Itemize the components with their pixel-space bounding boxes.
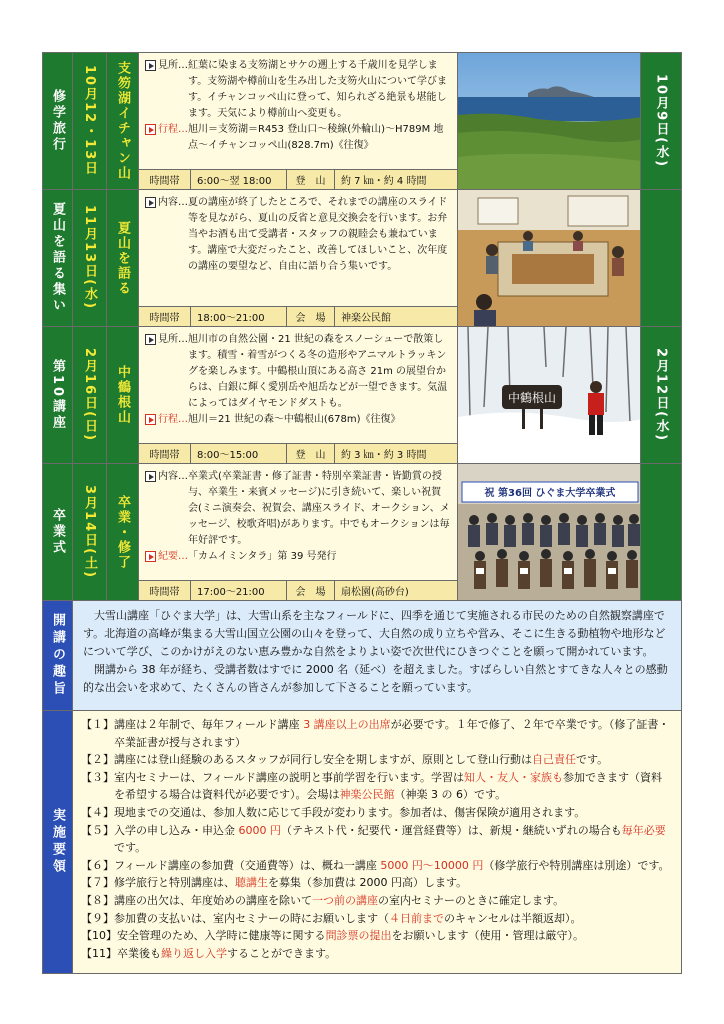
rule-text-run: 参加費の支払いは、室内セミナーの時にお願いします（ — [114, 911, 389, 925]
entry-label: 内容… — [158, 471, 188, 482]
play-icon — [145, 197, 156, 208]
time-label: 時間帯 — [139, 170, 191, 189]
rule-text-run: 卒業後も — [117, 946, 161, 960]
rule-text-run: （修学旅行や特別講座は別途）です。 — [483, 858, 670, 872]
summary-paragraph: 開講から 38 年が経ち、受講者数はすでに 2000 名（延べ）を超えました。すばらしい自然とすてきな人々との感動的な出会いを求めて、たくさんの皆さんが参加して下さることを願っています。 — [83, 663, 668, 694]
event-info — [139, 53, 457, 169]
rule-text-run: 現地までの交通は、参加人数に応じて手段が変わります。参加者は、傷害保険が適用されます。 — [114, 805, 586, 819]
rule-emphasis: 一つ前の講座 — [312, 893, 378, 907]
event-info — [139, 190, 457, 306]
event-meta — [139, 306, 457, 326]
rule-text — [117, 945, 673, 963]
rule-text-run: を募集（参加費は 2000 円高）します。 — [268, 876, 468, 890]
rule-item — [81, 892, 673, 910]
rule-text — [114, 716, 673, 751]
entry-text: 夏の講座が終了したところで、それまでの講座のスライド等を見ながら、夏山の反省と意見交換会を行います。お弁当やお酒も出て受講者・スタッフの親睦会も兼ねています。講座で大変だったこと、改善してほしいこと、次年度の講座の要望など、自由に語り合う集いです。 — [188, 197, 448, 272]
rule-emphasis: 聴講生 — [235, 876, 268, 890]
rule-item — [81, 927, 673, 945]
rule-text-run: が必要です。１年で修了、２年で卒業です。（修了証書・卒業証書が授与されます） — [114, 718, 670, 749]
seminar-date-blank — [641, 190, 681, 326]
event-photo-snow — [458, 327, 641, 463]
rule-item — [81, 822, 673, 857]
play-icon — [145, 334, 156, 345]
rule-emphasis: 自己責任 — [532, 753, 576, 767]
seminar-date-blank — [641, 464, 681, 600]
rule-text-run: フィールド講座の参加費（交通費等）は、概ね一講座 — [114, 858, 381, 872]
rule-text-run: することができます。 — [227, 946, 337, 960]
rule-text — [117, 927, 673, 945]
event-photo-meeting — [458, 190, 641, 326]
play-icon — [145, 471, 156, 482]
event-category: 修学旅行 — [43, 53, 73, 189]
event-content — [139, 464, 458, 600]
event-info — [139, 327, 457, 443]
event-category: 第10講座 — [43, 327, 73, 463]
summary-body — [73, 601, 681, 710]
rule-item — [81, 804, 673, 822]
seminar-date: 10月9日(水) — [641, 53, 681, 189]
rule-text — [114, 822, 673, 857]
seminar-date: 2月12日(水) — [641, 327, 681, 463]
rule-text-run: （神楽 3 の 6）です。 — [394, 788, 507, 802]
time-label: 時間帯 — [139, 307, 191, 326]
entry-text: 「カムイミンタラ」第 39 号発行 — [188, 551, 337, 562]
event-theme: 中鶴根山 — [107, 327, 139, 463]
rule-text — [114, 804, 673, 822]
summary-paragraph: 大雪山講座「ひぐま大学」は、大雪山系を主なフィールドに、四季を通じて実施される市民のための自然観察講座です。北海道の高峰が集まる大雪山国立公園の山々を登って、大自然の成り立ちや営み、そこに生きる動植物や地形などについて学び、このかけがえのない恵み豊かな自然をよりよい姿で次世代にひきつぐことを願って開かれています。 — [83, 609, 666, 658]
event-theme: 支笏湖イチャン山 — [107, 53, 139, 189]
rule-text-run: 参加できます（資料を希望する場合は資料代が必要です）。会場は — [114, 770, 663, 802]
rule-text-run: 講座は２年制で、毎年フィールド講座 — [114, 718, 304, 731]
rule-emphasis: 知人・友人・家族も — [464, 770, 564, 784]
time-label: 時間帯 — [139, 581, 191, 600]
event-entry — [145, 332, 451, 412]
rule-emphasis: 毎年必要 — [621, 823, 666, 837]
rule-number: 【11】 — [81, 946, 117, 960]
rule-text — [114, 892, 673, 910]
rule-text-run: です。 — [114, 841, 147, 855]
rule-item — [81, 945, 673, 963]
rule-emphasis: 5000 円～10000 円 — [380, 858, 484, 872]
rule-number: 【10】 — [81, 929, 117, 943]
play-icon — [145, 414, 156, 425]
event-row-summer-talk — [42, 189, 682, 326]
rule-text — [114, 857, 673, 875]
entry-label: 紀要… — [158, 551, 188, 562]
rule-item — [81, 751, 673, 769]
rule-emphasis: 神楽公民館 — [339, 788, 395, 802]
type-detail: 扇松園(高砂台) — [341, 587, 409, 598]
summit-sign-text: 中鶴根山 — [507, 391, 556, 405]
time-label: 時間帯 — [139, 444, 191, 463]
event-entry — [145, 58, 451, 122]
meeting-photo — [458, 190, 641, 326]
rule-emphasis: 問診票の提出 — [325, 929, 392, 943]
event-meta — [139, 443, 457, 463]
event-row-lecture-10 — [42, 326, 682, 463]
lake-photo — [458, 53, 641, 189]
rule-emphasis: ４日前まで — [389, 911, 444, 925]
rule-text-run: 入学の申し込み・申込金 — [114, 823, 239, 837]
event-date: 3月14日(土) — [73, 464, 107, 600]
rule-text-run: 講座の出欠は、年度始めの講座を除いて — [114, 893, 312, 907]
rule-text — [114, 910, 673, 928]
event-photo-graduation — [458, 464, 641, 600]
event-theme: 夏山を語る — [107, 190, 139, 326]
type-label: 登 山 — [287, 170, 335, 189]
rule-item — [81, 874, 673, 892]
rule-number: 【５】 — [81, 823, 114, 837]
event-entry — [145, 195, 451, 275]
rule-item — [81, 910, 673, 928]
rule-number: 【９】 — [81, 911, 114, 925]
type-detail: 約 3 ㎞・約 3 時間 — [341, 450, 427, 461]
banner-text: 祝 第36回 ひぐま大学卒業式 — [484, 488, 616, 499]
event-date: 11月13日(水) — [73, 190, 107, 326]
entry-text: 卒業式(卒業証書・修了証書・特別卒業証書・皆勤賞の授与、卒業生・来賓メッセージ)に引き続いて、楽しい祝賀会(ミニ演奏会、祝賀会、講座スライド、オークション、メッセージ、校歌斉唱)があります。中でもオークションは毎年好評です。 — [188, 471, 450, 546]
event-entry — [145, 412, 451, 428]
rule-number: 【３】 — [81, 770, 114, 784]
rule-text-run: をお願いします（使用・管理は厳守）。 — [391, 929, 585, 943]
event-entry — [145, 469, 451, 549]
time-value: 17:00～21:00 — [191, 581, 287, 600]
rule-number: 【７】 — [81, 876, 114, 890]
event-photo-lake — [458, 53, 641, 189]
event-row-study-trip — [42, 52, 682, 189]
event-date: 10月12・13日 — [73, 53, 107, 189]
rules-list — [73, 711, 681, 973]
entry-text: 旭川市の自然公園・21 世紀の森をスノーシューで散策します。積雪・着雪がつくる冬の造形やアニマルトラッキングを楽しみます。中鶴根山頂にある高さ 21m の展望台からは、白銀に輝く愛別岳や旭岳などが一望できます。気温によってはダイヤモンドダストも。 — [188, 334, 448, 409]
event-entry — [145, 549, 451, 565]
rule-emphasis: 3 講座以上の出席 — [303, 718, 391, 731]
play-icon — [145, 60, 156, 71]
summary-section — [42, 600, 682, 710]
snow-photo — [458, 327, 641, 463]
rule-number: 【６】 — [81, 858, 114, 872]
event-theme: 卒業・修了 — [107, 464, 139, 600]
rule-text-run: 安全管理のため、入学時に健康等に関する — [117, 929, 326, 943]
rule-text — [114, 769, 673, 804]
event-category: 夏山を語る集い — [43, 190, 73, 326]
entry-text: 旭川＝21 世紀の森～中鶴根山(678m)《往復》 — [188, 414, 401, 425]
event-content — [139, 53, 458, 189]
type-label: 会 場 — [287, 307, 335, 326]
play-icon — [145, 551, 156, 562]
rule-text — [114, 874, 673, 892]
entry-text: 紅葉に染まる支笏湖とサケの遡上する千歳川を見学します。支笏湖や樽前山を生み出した支笏火山について学びます。イチャンコッペ山に登って、知られざる絶景も堪能します。天気により樽前山へ変更も。 — [188, 60, 447, 119]
rule-text-run: 講座には登山経験のあるスタッフが同行し安全を期しますが、原則として登山行動は — [114, 753, 532, 767]
event-meta — [139, 580, 457, 600]
entry-label: 見所… — [158, 334, 188, 345]
rules-heading: 実施要領 — [43, 711, 73, 973]
rule-text-run: です。 — [576, 753, 609, 767]
event-meta — [139, 169, 457, 189]
rule-text-run: 修学旅行と特別講座は、 — [114, 876, 235, 890]
rule-item — [81, 769, 673, 804]
event-entry — [145, 122, 451, 154]
time-value: 18:00～21:00 — [191, 307, 287, 326]
rule-item — [81, 857, 673, 875]
type-detail: 約 7 ㎞・約 4 時間 — [341, 176, 427, 187]
entry-label: 見所… — [158, 60, 188, 71]
event-content — [139, 327, 458, 463]
rules-section — [42, 710, 682, 974]
type-label: 会 場 — [287, 581, 335, 600]
type-detail: 神楽公民館 — [341, 313, 391, 324]
type-label: 登 山 — [287, 444, 335, 463]
rule-emphasis: 6000 円 — [238, 823, 281, 837]
event-category: 卒業式 — [43, 464, 73, 600]
event-date: 2月16日(日) — [73, 327, 107, 463]
rule-text-run: の室内セミナーのときに確定します。 — [378, 893, 565, 907]
rule-text-run: のキャンセルは半額返却）。 — [444, 911, 582, 925]
schedule-sheet — [42, 52, 682, 974]
time-value: 8:00～15:00 — [191, 444, 287, 463]
rule-number: 【１】 — [81, 718, 114, 731]
rule-text-run: 室内セミナーは、フィールド講座の説明と事前学習を行います。学習は — [114, 770, 465, 784]
play-icon — [145, 124, 156, 135]
summary-heading: 開講の趣旨 — [43, 601, 73, 710]
graduation-photo — [458, 464, 641, 600]
time-value: 6:00～翌 18:00 — [191, 170, 287, 189]
rule-text — [114, 751, 673, 769]
entry-label: 内容… — [158, 197, 188, 208]
rule-number: 【４】 — [81, 805, 114, 819]
entry-text: 旭川＝支笏湖＝R453 登山口～稜線(外輪山)～H789M 地点～イチャンコッペ山(828.7m)《往復》 — [188, 124, 444, 151]
event-content — [139, 190, 458, 326]
event-info — [139, 464, 457, 580]
rule-emphasis: 繰り返し入学 — [161, 946, 227, 960]
entry-label: 行程… — [158, 414, 188, 425]
rule-number: 【８】 — [81, 893, 114, 907]
event-row-graduation — [42, 463, 682, 600]
entry-label: 行程… — [158, 124, 188, 135]
rule-item — [81, 716, 673, 751]
rule-text-run: （テキスト代・紀要代・運営経費等）は、新規・継続いずれの場合も — [281, 823, 622, 837]
rule-number: 【２】 — [81, 753, 114, 767]
